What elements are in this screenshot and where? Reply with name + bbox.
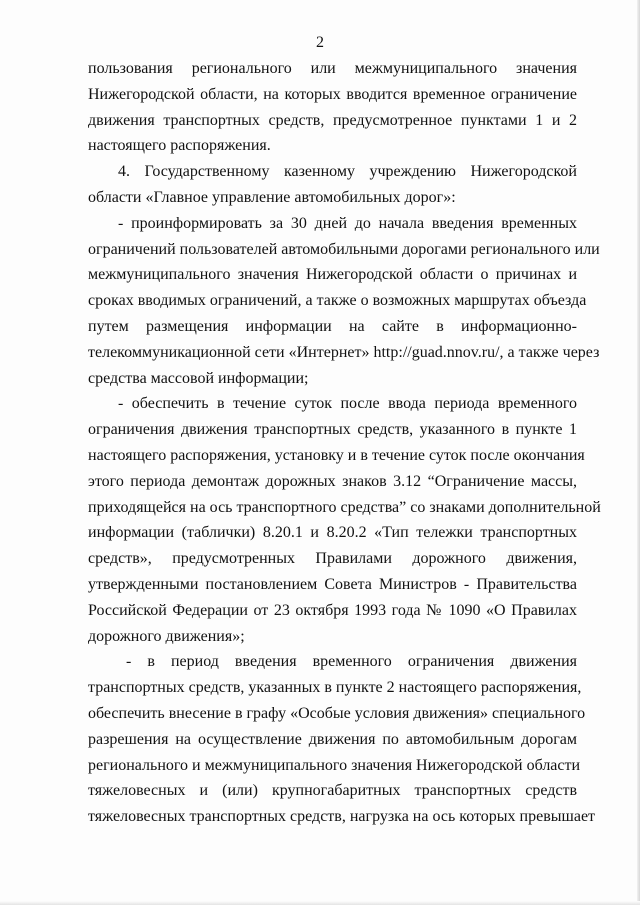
text-line: приходящейся на ось транспортного средства” со знаками дополнительной [88, 498, 601, 516]
text-line: 4. Государственному казенному учреждению Нижегородской [118, 163, 577, 181]
text-line: информации (таблички) 8.20.1 и 8.20.2 «Тип тележки транспортных [88, 524, 577, 542]
text-line: обеспечить внесение в графу «Особые условия движения» специального [88, 704, 586, 722]
text-line: области «Главное управление автомобильных дорог»: [88, 188, 456, 206]
text-line: движения транспортных средств, предусмотренное пунктами 1 и 2 [88, 111, 577, 129]
document-body [88, 56, 601, 830]
text-line: - в период введения временного ограничения движения [126, 653, 577, 671]
text-line: настоящего распоряжения. [88, 137, 271, 155]
text-line: межмуниципального значения Нижегородской области о причинах и [88, 266, 577, 284]
text-line: регионального и межмуниципального значения Нижегородской области [88, 756, 581, 774]
text-line: этого периода демонтаж дорожных знаков 3.12 “Ограничение массы, [88, 472, 577, 490]
text-line: - проинформировать за 30 дней до начала введения временных [118, 214, 577, 232]
text-line: транспортных средств, указанных в пункте 2 настоящего распоряжения, [88, 679, 582, 697]
text-line: телекоммуникационной сети «Интернет» http://guad.nnov.ru/, а также через [88, 343, 600, 361]
text-line: - обеспечить в течение суток после ввода периода временного [118, 395, 577, 413]
text-line: сроках вводимых ограничений, а также о возможных маршрутах объезда [88, 292, 587, 310]
text-line: пользования регионального или межмуниципального значения [88, 60, 577, 77]
text-line: путем размещения информации на сайте в информационно- [88, 317, 577, 335]
text-line: Российской Федерации от 23 октября 1993 года № 1090 «О Правилах [88, 601, 577, 619]
text-line: дорожного движения»; [88, 627, 245, 645]
scan-shadow-bottom [0, 901, 640, 905]
text-line: средства массовой информации; [88, 369, 309, 387]
text-line: средств», предусмотренных Правилами дорожного движения, [88, 550, 577, 568]
text-line: ограничений пользователей автомобильными дорогами регионального или [88, 240, 600, 258]
text-line: утвержденными постановлением Совета Министров - Правительства [88, 575, 577, 593]
text-line: тяжеловесных и (или) крупногабаритных транспортных средств [88, 782, 577, 800]
text-line: тяжеловесных транспортных средств, нагрузка на ось которых превышает [88, 808, 596, 826]
text-line: настоящего распоряжения, установку и в течение суток после окончания [88, 446, 585, 464]
text-line: разрешения на осуществление движения по автомобильным дорогам [88, 730, 577, 748]
page-number: 2 [316, 34, 324, 51]
text-line: Нижегородской области, на которых вводится временное ограничение [88, 85, 577, 103]
text-line: ограничения движения транспортных средств, указанного в пункте 1 [88, 421, 577, 439]
